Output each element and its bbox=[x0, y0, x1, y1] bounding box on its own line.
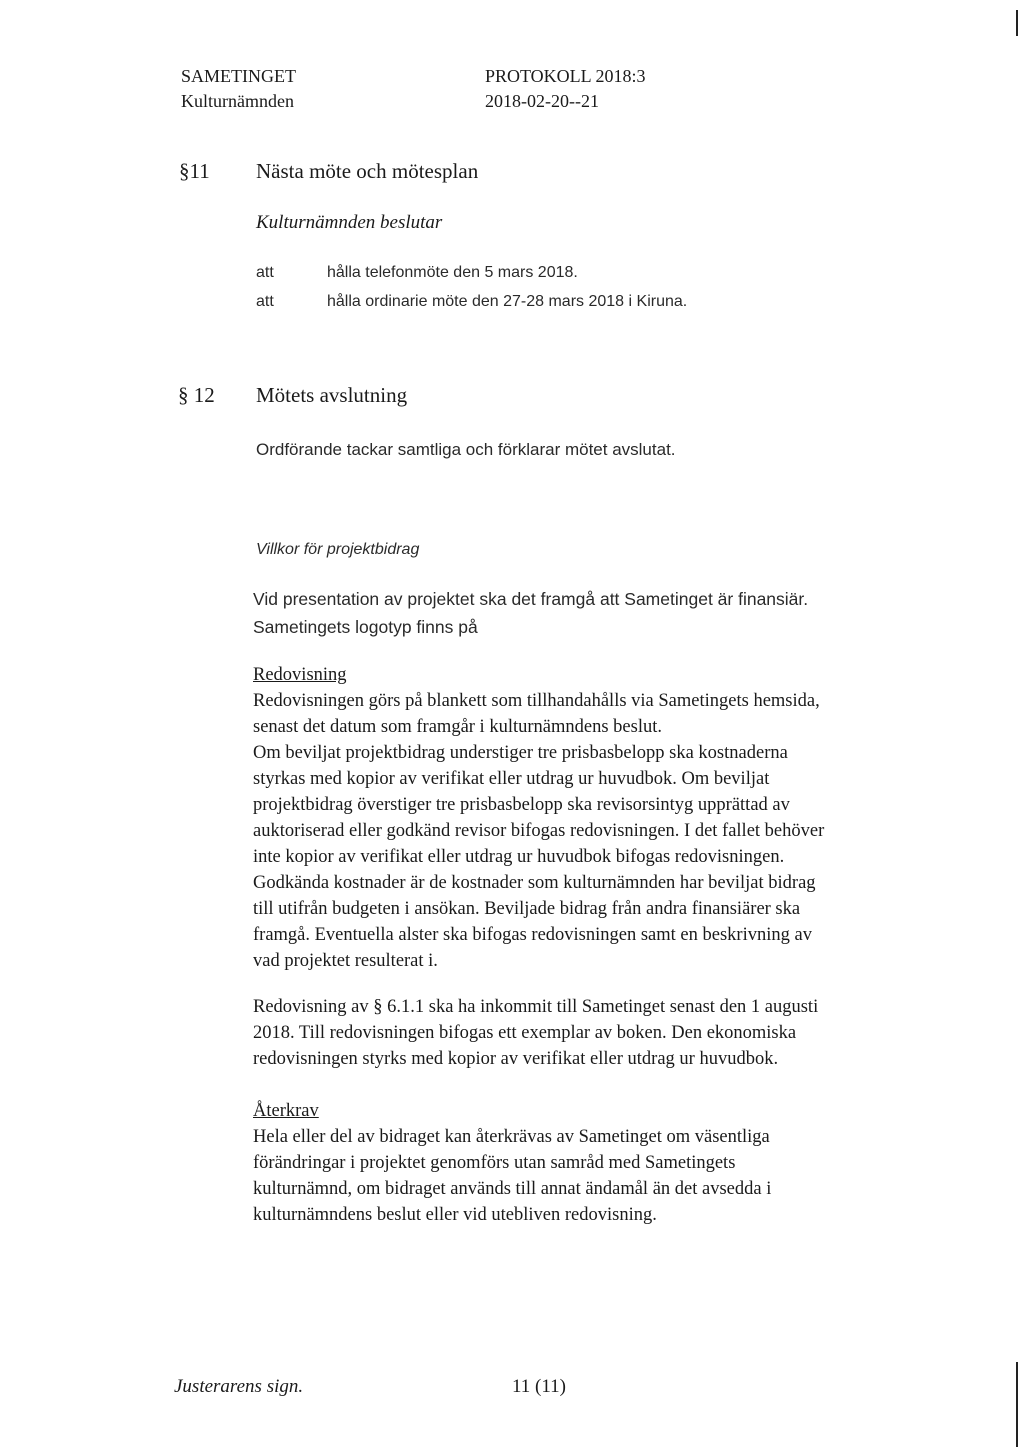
redovisning-line: auktoriserad eller godkänd revisor bifogas redovisningen. I det fallet behöver bbox=[253, 821, 825, 841]
redovisning-line: framgå. Eventuella alster ska bifogas redovisningen samt en beskrivning av bbox=[253, 925, 812, 945]
scan-edge-mark bbox=[1016, 10, 1018, 36]
redovisning-line: projektbidrag överstiger tre prisbasbelopp ska revisorsintyg upprättad av bbox=[253, 795, 790, 815]
decision-prefix: att bbox=[256, 264, 274, 281]
header-protocol: PROTOKOLL 2018:3 bbox=[485, 66, 646, 86]
redovisning-line: inte kopior av verifikat eller utdrag ur huvudbok bifogas redovisningen. bbox=[253, 847, 785, 867]
section-11-title: Nästa möte och mötesplan bbox=[256, 159, 479, 183]
decision-prefix: att bbox=[256, 293, 274, 310]
section-12-number: § 12 bbox=[178, 383, 215, 407]
redovisning-line: Godkända kostnader är de kostnader som kulturnämnden har beviljat bidrag bbox=[253, 873, 816, 893]
section-11-number: §11 bbox=[179, 159, 210, 183]
aterkrav-line: kulturnämndens beslut eller vid utebliven redovisning. bbox=[253, 1205, 657, 1225]
redovisning-line: vad projektet resulterat i. bbox=[253, 951, 438, 971]
header-dates: 2018-02-20--21 bbox=[485, 91, 599, 111]
redovisning-paragraph-2 bbox=[253, 994, 913, 1072]
redovisning-line: redovisningen styrks med kopior av verifikat eller utdrag ur huvudbok. bbox=[253, 1049, 779, 1069]
aterkrav-heading: Återkrav bbox=[253, 1101, 319, 1121]
redovisning-line: Redovisning av § 6.1.1 ska ha inkommit till Sametinget senast den 1 augusti bbox=[253, 997, 819, 1017]
decision-heading: Kulturnämnden beslutar bbox=[256, 212, 443, 233]
aterkrav-paragraph bbox=[253, 1124, 913, 1228]
section-12-text: Ordförande tackar samtliga och förklarar mötet avslutat. bbox=[256, 440, 676, 459]
redovisning-line: till utifrån budgeten i ansökan. Beviljade bidrag från andra finansiärer ska bbox=[253, 899, 801, 919]
signature-label: Justerarens sign. bbox=[174, 1376, 304, 1397]
conditions-line: Vid presentation av projektet ska det framgå att Sametinget är finansiär. bbox=[253, 589, 809, 609]
redovisning-line: styrkas med kopior av verifikat eller utdrag ur huvudbok. Om beviljat bbox=[253, 769, 770, 789]
scan-edge-mark bbox=[1016, 1362, 1018, 1447]
aterkrav-line: Hela eller del av bidraget kan återkrävas av Sametinget om väsentliga bbox=[253, 1127, 770, 1147]
header-org: SAMETINGET bbox=[181, 66, 296, 86]
redovisning-paragraph bbox=[253, 688, 913, 974]
page-number: 11 (11) bbox=[512, 1376, 566, 1397]
aterkrav-line: kulturnämnd, om bidraget används till annat ändamål än det avsedda i bbox=[253, 1179, 772, 1199]
header-committee: Kulturnämnden bbox=[181, 91, 294, 111]
aterkrav-line: förändringar i projektet genomförs utan samråd med Sametingets bbox=[253, 1153, 736, 1173]
redovisning-line: senast det datum som framgår i kulturnämndens beslut. bbox=[253, 717, 662, 737]
conditions-line: Sametingets logotyp finns på bbox=[253, 617, 478, 637]
redovisning-line: 2018. Till redovisningen bifogas ett exemplar av boken. Den ekonomiska bbox=[253, 1023, 797, 1043]
conditions-heading: Villkor för projektbidrag bbox=[256, 541, 420, 558]
decision-item: hålla telefonmöte den 5 mars 2018. bbox=[327, 264, 578, 281]
redovisning-line: Om beviljat projektbidrag understiger tre prisbasbelopp ska kostnaderna bbox=[253, 743, 788, 763]
redovisning-line: Redovisningen görs på blankett som tillhandahålls via Sametingets hemsida, bbox=[253, 691, 820, 711]
section-12-title: Mötets avslutning bbox=[256, 383, 408, 407]
redovisning-heading: Redovisning bbox=[253, 665, 347, 685]
decision-item: hålla ordinarie möte den 27-28 mars 2018 i Kiruna. bbox=[327, 293, 688, 310]
